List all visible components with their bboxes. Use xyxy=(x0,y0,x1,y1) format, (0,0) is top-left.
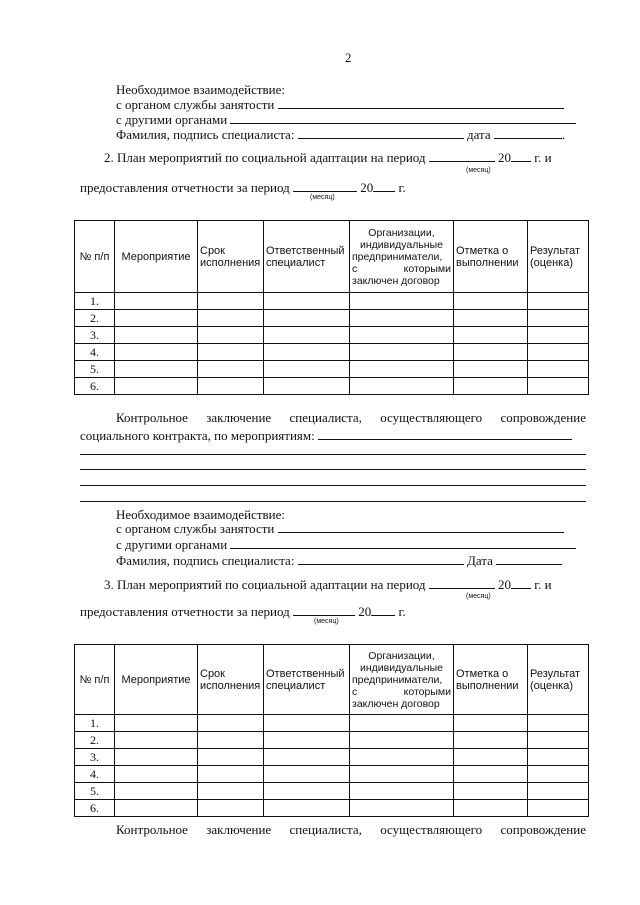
table-cell[interactable] xyxy=(454,783,528,800)
col-result-header: Результат (оценка) xyxy=(528,645,589,715)
table-cell[interactable] xyxy=(528,327,589,344)
table-cell[interactable] xyxy=(350,344,454,361)
table-cell[interactable] xyxy=(115,732,198,749)
section-3-reporting-row: предоставления отчетности за период 20 г. xyxy=(80,604,406,619)
table-cell[interactable] xyxy=(264,749,350,766)
table-cell[interactable] xyxy=(454,378,528,395)
specialist-label: Фамилия, подпись специалиста: xyxy=(116,127,295,142)
section-2-reporting-month-caption: (месяц) xyxy=(310,194,335,201)
table-cell[interactable] xyxy=(115,327,198,344)
conclusion-1-line2: социального контракта, по мероприятиям: xyxy=(80,428,572,443)
table-cell[interactable] xyxy=(115,361,198,378)
table-cell[interactable] xyxy=(115,344,198,361)
table-row xyxy=(75,327,589,344)
interaction-title: Необходимое взаимодействие: xyxy=(116,82,286,97)
other-bodies-row xyxy=(116,112,576,127)
table-cell[interactable] xyxy=(264,327,350,344)
table-cell[interactable] xyxy=(528,361,589,378)
table-header-row xyxy=(75,221,589,293)
table-cell[interactable] xyxy=(350,378,454,395)
table-cell[interactable] xyxy=(350,749,454,766)
section-2-reporting-row xyxy=(80,180,406,195)
row-number: 2. xyxy=(75,310,115,327)
table-cell[interactable] xyxy=(198,749,264,766)
other-bodies-field[interactable] xyxy=(230,112,576,124)
page-number: 2 xyxy=(345,50,352,65)
table-cell[interactable] xyxy=(115,766,198,783)
table-cell[interactable] xyxy=(115,310,198,327)
table-cell[interactable] xyxy=(528,344,589,361)
col-responsible-header: Ответственный специалист xyxy=(264,645,350,715)
employment-service-row-2: с органом службы занятости xyxy=(116,521,564,536)
table-cell[interactable] xyxy=(350,293,454,310)
table-cell[interactable] xyxy=(264,310,350,327)
row-number: 4. xyxy=(75,766,115,783)
table-cell[interactable] xyxy=(198,293,264,310)
col-mark-header: Отметка о выполнении xyxy=(454,221,528,293)
table-cell[interactable] xyxy=(454,715,528,732)
table-cell[interactable] xyxy=(350,800,454,817)
col-num-header: № п/п xyxy=(75,645,115,715)
table-row xyxy=(75,715,589,732)
table-cell[interactable] xyxy=(528,293,589,310)
table-cell[interactable] xyxy=(264,732,350,749)
section-3-reporting-month-field[interactable] xyxy=(293,604,355,616)
employment-service-field-2[interactable] xyxy=(278,521,564,533)
table-row xyxy=(75,783,589,800)
table-cell[interactable] xyxy=(528,378,589,395)
table-cell[interactable] xyxy=(198,732,264,749)
col-orgs-header: Организации, индивидуальные предприниматели, с которыми заключен договор xyxy=(350,221,454,293)
table-cell[interactable] xyxy=(198,344,264,361)
other-bodies-field-2[interactable] xyxy=(230,537,576,549)
table-cell[interactable] xyxy=(454,732,528,749)
specialist-row: Фамилия, подпись специалиста: дата . xyxy=(116,127,566,142)
section-2-heading-row xyxy=(104,150,552,165)
table-cell[interactable] xyxy=(528,783,589,800)
plan-table-2 xyxy=(74,644,589,817)
section-2-year-prefix: 20 xyxy=(498,150,512,165)
table-cell[interactable] xyxy=(528,310,589,327)
table-cell[interactable] xyxy=(350,715,454,732)
date-field[interactable] xyxy=(494,127,562,139)
table-cell[interactable] xyxy=(198,310,264,327)
conclusion-1-blank-line[interactable] xyxy=(80,454,586,455)
table-cell[interactable] xyxy=(454,344,528,361)
section-3-month-caption: (месяц) xyxy=(466,593,491,600)
table-cell[interactable] xyxy=(528,732,589,749)
row-number: 3. xyxy=(75,749,115,766)
table-row xyxy=(75,344,589,361)
employment-service-field[interactable] xyxy=(278,97,564,109)
table-cell[interactable] xyxy=(528,766,589,783)
table-cell[interactable] xyxy=(198,327,264,344)
row-number: 1. xyxy=(75,715,115,732)
col-deadline-header: Срок исполнения xyxy=(198,221,264,293)
table-cell[interactable] xyxy=(115,749,198,766)
table-row xyxy=(75,732,589,749)
row-number: 3. xyxy=(75,327,115,344)
conclusion-1-blank-line[interactable] xyxy=(80,485,586,486)
row-number: 1. xyxy=(75,293,115,310)
table-row xyxy=(75,749,589,766)
section-2-reporting-year-prefix: 20 xyxy=(360,180,374,195)
table-cell[interactable] xyxy=(454,749,528,766)
section-3-heading-row: 3. План мероприятий по социальной адаптации на период 20 г. и xyxy=(104,577,552,592)
table-row xyxy=(75,361,589,378)
date-field-2[interactable] xyxy=(496,553,562,565)
table-cell[interactable] xyxy=(198,715,264,732)
table-cell[interactable] xyxy=(350,783,454,800)
conclusion-1-blank-line[interactable] xyxy=(80,501,586,502)
specialist-row-2: Фамилия, подпись специалиста: Дата xyxy=(116,553,562,568)
employment-service-row xyxy=(116,97,564,112)
table-row xyxy=(75,378,589,395)
section-2-reporting-year-field[interactable] xyxy=(373,180,395,192)
table-cell[interactable] xyxy=(198,766,264,783)
conclusion-1-line1: Контрольное заключение специалиста, осуществляющего сопровождение xyxy=(116,410,586,425)
table-cell[interactable] xyxy=(528,715,589,732)
date-label: дата xyxy=(466,127,491,142)
other-bodies-row-2: с другими органами xyxy=(116,537,576,552)
table-cell[interactable] xyxy=(454,766,528,783)
row-number: 2. xyxy=(75,732,115,749)
col-deadline-header: Срок исполнения xyxy=(198,645,264,715)
row-number: 5. xyxy=(75,783,115,800)
table-cell[interactable] xyxy=(198,378,264,395)
table-row xyxy=(75,310,589,327)
col-event-header: Мероприятие xyxy=(115,645,198,715)
section-2-heading: 2. План мероприятий по социальной адаптации на период xyxy=(104,150,426,165)
table-cell[interactable] xyxy=(264,361,350,378)
table-cell[interactable] xyxy=(115,800,198,817)
table-cell[interactable] xyxy=(454,800,528,817)
section-2-month-caption: (месяц) xyxy=(466,167,491,174)
section-2-month-field[interactable] xyxy=(429,150,495,162)
section-2-year-suffix: г. и xyxy=(534,150,552,165)
table-cell[interactable] xyxy=(264,344,350,361)
conclusion-1-field[interactable] xyxy=(318,428,572,440)
table-cell[interactable] xyxy=(264,293,350,310)
table-cell[interactable] xyxy=(264,378,350,395)
specialist-field[interactable] xyxy=(298,127,464,139)
specialist-field-2[interactable] xyxy=(298,553,464,565)
table-cell[interactable] xyxy=(350,732,454,749)
table-cell[interactable] xyxy=(528,800,589,817)
table-row xyxy=(75,800,589,817)
table-cell[interactable] xyxy=(115,715,198,732)
section-3-year-field[interactable] xyxy=(511,577,531,589)
table-cell[interactable] xyxy=(264,800,350,817)
section-3-month-field[interactable] xyxy=(429,577,495,589)
col-num-header: № п/п xyxy=(75,221,115,293)
table-cell[interactable] xyxy=(115,378,198,395)
section-3-reporting-year-field[interactable] xyxy=(371,604,395,616)
conclusion-1-blank-line[interactable] xyxy=(80,469,586,470)
table-cell[interactable] xyxy=(264,783,350,800)
table-cell[interactable] xyxy=(528,749,589,766)
table-cell[interactable] xyxy=(454,293,528,310)
section-2-reporting-label: предоставления отчетности за период xyxy=(80,180,290,195)
row-number: 4. xyxy=(75,344,115,361)
table-cell[interactable] xyxy=(454,361,528,378)
section-2-reporting-month-field[interactable] xyxy=(293,180,357,192)
table-cell[interactable] xyxy=(454,310,528,327)
table-cell[interactable] xyxy=(198,800,264,817)
interaction-title-2: Необходимое взаимодействие: xyxy=(116,507,286,522)
table-cell[interactable] xyxy=(115,293,198,310)
row-number: 5. xyxy=(75,361,115,378)
table-cell[interactable] xyxy=(350,361,454,378)
table-cell[interactable] xyxy=(350,327,454,344)
table-cell[interactable] xyxy=(350,766,454,783)
table-header-row xyxy=(75,645,589,715)
col-event-header: Мероприятие xyxy=(115,221,198,293)
col-responsible-header: Ответственный специалист xyxy=(264,221,350,293)
table-cell[interactable] xyxy=(115,783,198,800)
section-2-reporting-year-suffix: г. xyxy=(398,180,406,195)
col-mark-header: Отметка о выполнении xyxy=(454,645,528,715)
table-cell[interactable] xyxy=(198,361,264,378)
table-cell[interactable] xyxy=(264,715,350,732)
table-cell[interactable] xyxy=(350,310,454,327)
row-number: 6. xyxy=(75,800,115,817)
table-row xyxy=(75,766,589,783)
table-row xyxy=(75,293,589,310)
table-cell[interactable] xyxy=(198,783,264,800)
table-cell[interactable] xyxy=(454,327,528,344)
table-cell[interactable] xyxy=(264,766,350,783)
other-bodies-label: с другими органами xyxy=(116,112,228,127)
row-number: 6. xyxy=(75,378,115,395)
conclusion-2-line1: Контрольное заключение специалиста, осуществляющего сопровождение xyxy=(116,822,586,837)
section-3-reporting-month-caption: (месяц) xyxy=(314,618,339,625)
plan-table-1 xyxy=(74,220,589,395)
col-orgs-header: Организации, индивидуальные предприниматели, с которыми заключен договор xyxy=(350,645,454,715)
section-2-year-field[interactable] xyxy=(511,150,531,162)
col-result-header: Результат (оценка) xyxy=(528,221,589,293)
employment-service-label: с органом службы занятости xyxy=(116,97,275,112)
